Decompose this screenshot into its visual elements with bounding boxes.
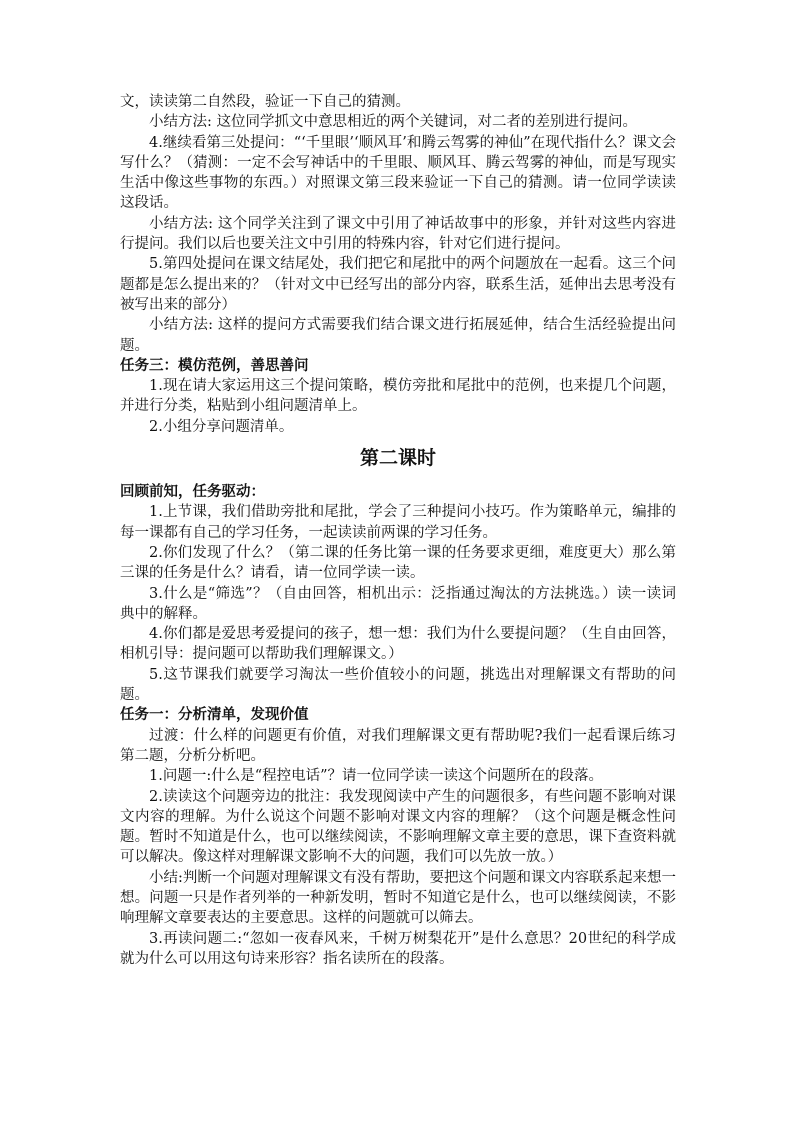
task3-item: 2.小组分享问题清单。 — [149, 418, 294, 435]
section-title: 第二课时 — [359, 447, 436, 470]
task1-item: 3.再读问题二:“忽如一夜春风来，千树万树梨花开”是什么意思？20世纪的科学成就为什么可以用这句诗来形容？指名读所在的段落。 — [120, 930, 676, 967]
paragraph: 小结方法: 这样的提问方式需要我们结合课文进行拓展延伸，结合生活经验提出问题。 — [120, 317, 676, 354]
task1-item: 2.读读这个问题旁边的批注：我发现阅读中产生的问题很多，有些问题不影响对课文内容的理解。为什么说这个问题不影响对课文内容的理解？（这个问题是概念性问题。暂时不知道是什么，也可以继续阅读，不影响理解文章主要的意思，课下查资料就可以解决。像这样对理解课文影响不大的问题，我们可以先放一放。） — [120, 788, 676, 866]
paragraph: 4.继续看第三处提问：“‘千里眼’‘顺风耳’和腾云驾雾的神仙”在现代指什么？课文会写什么？（猜测：一定不会写神话中的千里眼、顺风耳、腾云驾雾的神仙，而是写现实生活中像这些事物的东西。）对照课文第三段来验证一下自己的猜测。请一位同学读读这段话。 — [120, 134, 676, 212]
review-item: 3.什么是“筛选”？（自由回答，相机出示：泛指通过淘汰的方法挑选。）读一读词典中的解释。 — [120, 585, 676, 622]
review-item: 5.这节课我们就要学习淘汰一些价值较小的问题，挑选出对理解课文有帮助的问题。 — [120, 666, 676, 704]
review-item: 1.上节课，我们借助旁批和尾批，学会了三种提问小技巧。作为策略单元，编排的每一课都有自己的学习任务，一起读读前两课的学习任务。 — [120, 504, 676, 541]
task3-item: 1.现在请大家运用这三个提问策略，模仿旁批和尾批中的范例，也来提几个问题，并进行分类，粘贴到小组问题清单上。 — [120, 378, 676, 415]
paragraph: 文，读读第二自然段，验证一下自己的猜测。 — [120, 94, 410, 110]
task1-item: 1.问题一:什么是“程控电话”？请一位同学读一读这个问题所在的段落。 — [149, 768, 604, 785]
task1-heading: 任务一：分析清单，发现价值 — [120, 706, 309, 724]
paragraph: 小结方法: 这个同学关注到了课文中引用了神话故事中的形象，并针对这些内容进行提问。我们以后也要关注文中引用的特殊内容，针对它们进行提问。 — [120, 215, 676, 253]
review-heading: 回顾前知，任务驱动： — [120, 483, 265, 501]
task1-item: 小结:判断一个问题对理解课文有没有帮助，要把这个问题和课文内容联系起来想一想。问题一只是作者列举的一种新发明，暂时不知道它是什么，也可以继续阅读，不影响理解文章要表达的主要意思。这样的问题就可以筛去。 — [120, 869, 676, 927]
review-item: 4.你们都是爱思考爱提问的孩子，想一想：我们为什么要提问题？（生自由回答，相机引导：提问题可以帮助我们理解课文。） — [120, 626, 676, 663]
task3-heading: 任务三：模仿范例，善思善问 — [120, 356, 309, 374]
paragraph: 小结方法: 这位同学抓文中意思相近的两个关键词，对二者的差别进行提问。 — [149, 114, 637, 131]
task1-item: 过渡：什么样的问题更有价值，对我们理解课文更有帮助呢?我们一起看课后练习第二题，分析分析吧。 — [120, 727, 676, 764]
document-page — [120, 92, 676, 969]
review-item: 2.你们发现了什么？（第二课的任务比第一课的任务要求更细，难度更大）那么第三课的任务是什么？请看，请一位同学读一读。 — [120, 544, 676, 582]
paragraph: 5.第四处提问在课文结尾处，我们把它和尾批中的两个问题放在一起看。这三个问题都是怎么提出来的？（针对文中已经写出的部分内容，联系生活，延伸出去思考没有被写出来的部分） — [120, 256, 676, 313]
part1-paragraphs — [120, 92, 676, 356]
